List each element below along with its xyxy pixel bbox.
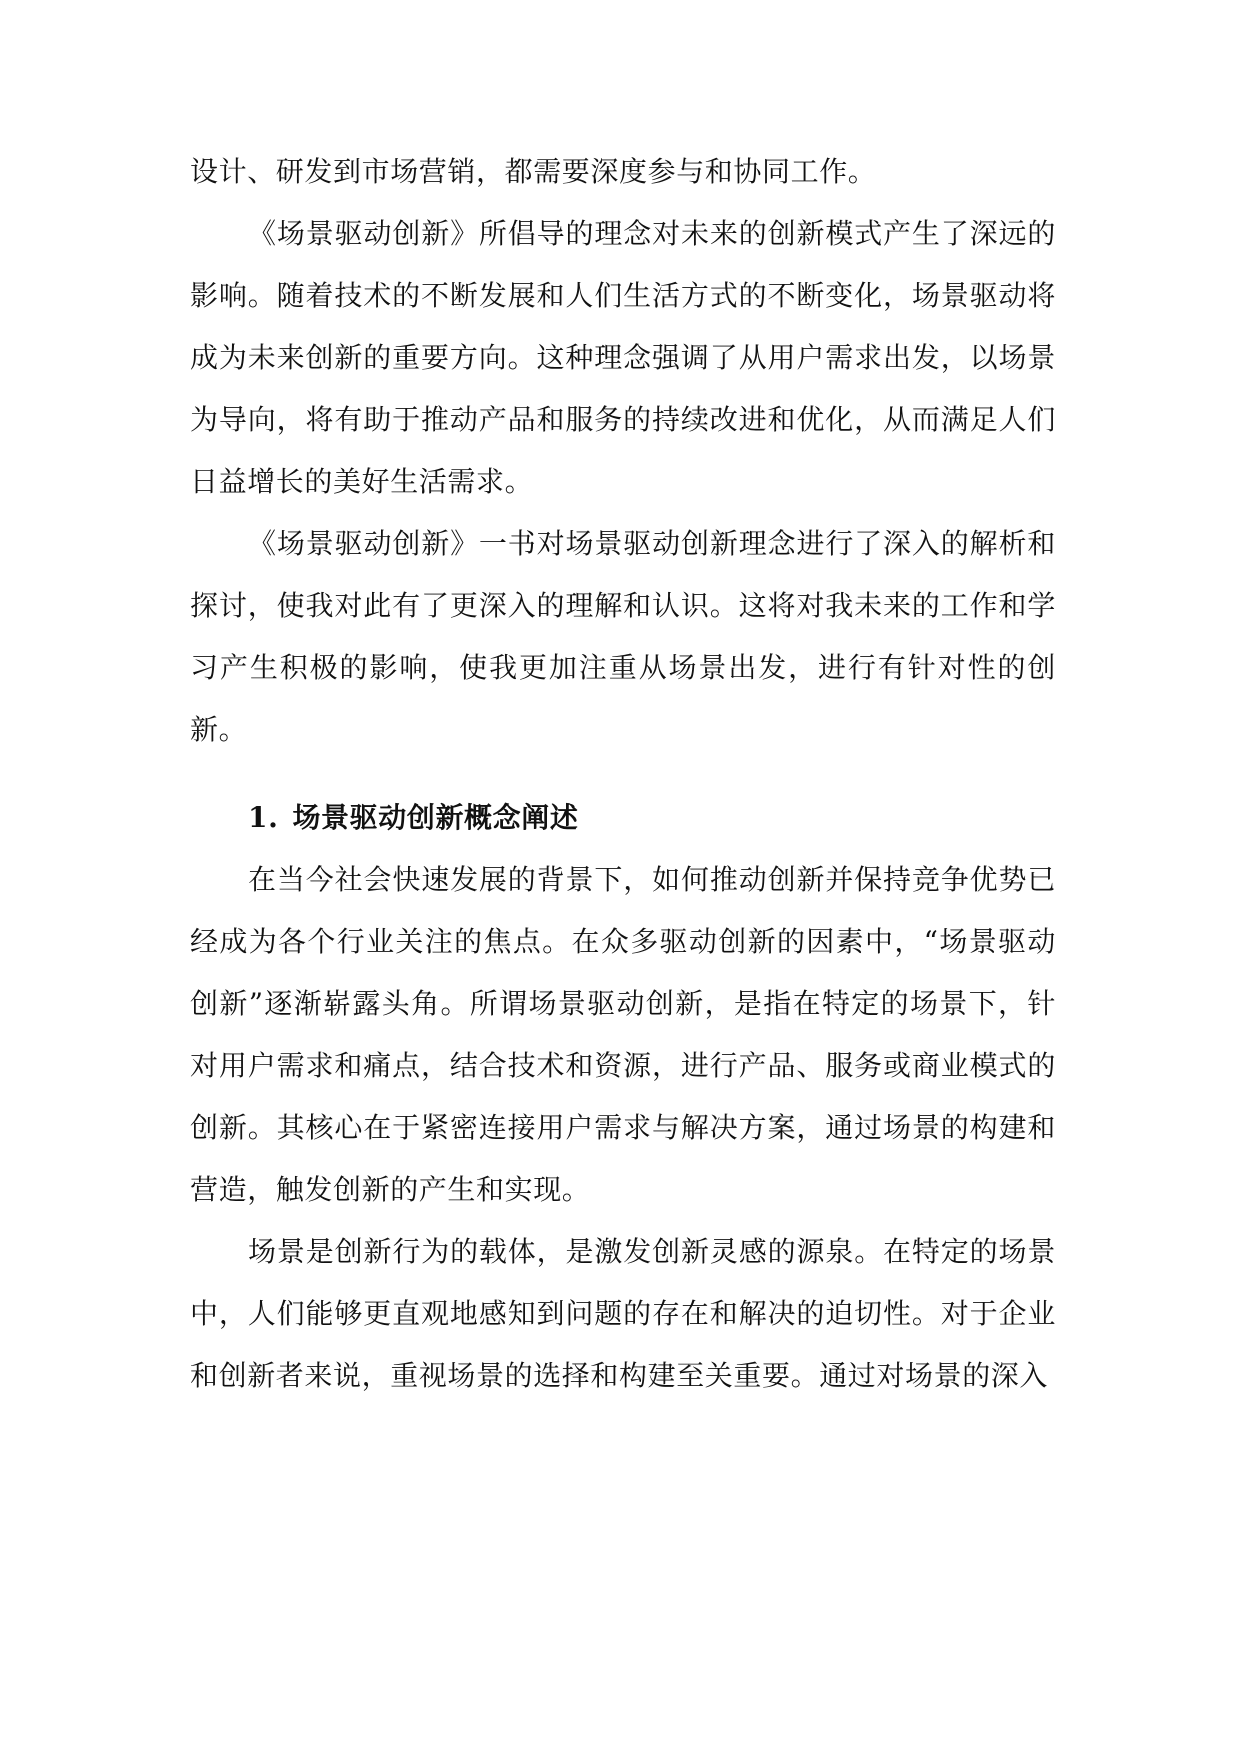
section-number: 1. — [248, 801, 279, 834]
section-heading — [190, 787, 1056, 849]
paragraph: 设计、研发到市场营销，都需要深度参与和协同工作。 — [190, 155, 877, 188]
section-title: 场景驱动创新概念阐述 — [292, 801, 579, 834]
paragraph: 在当今社会快速发展的背景下，如何推动创新并保持竞争优势已经成为各个行业关注的焦点。在众多驱动创新的因素中，“场景驱动创新”逐渐崭露头角。所谓场景驱动创新，是指在特定的场景下，针对用户需求和痛点，结合技术和资源，进行产品、服务或商业模式的创新。其核心在于紧密连接用户需求与解决方案，通过场景的构建和营造，触发创新的产生和实现。 — [190, 863, 1056, 1206]
paragraph: 《场景驱动创新》所倡导的理念对未来的创新模式产生了深远的影响。随着技术的不断发展和人们生活方式的不断变化，场景驱动将成为未来创新的重要方向。这种理念强调了从用户需求出发，以场景为导向，将有助于推动产品和服务的持续改进和优化，从而满足人们日益增长的美好生活需求。 — [190, 217, 1056, 498]
paragraph: 场景是创新行为的载体，是激发创新灵感的源泉。在特定的场景中，人们能够更直观地感知到问题的存在和解决的迫切性。对于企业和创新者来说，重视场景的选择和构建至关重要。通过对场景的深入 — [190, 1235, 1056, 1392]
document-body — [190, 141, 1056, 1407]
paragraph: 《场景驱动创新》一书对场景驱动创新理念进行了深入的解析和探讨，使我对此有了更深入的理解和认识。这将对我未来的工作和学习产生积极的影响，使我更加注重从场景出发，进行有针对性的创新。 — [190, 527, 1056, 746]
